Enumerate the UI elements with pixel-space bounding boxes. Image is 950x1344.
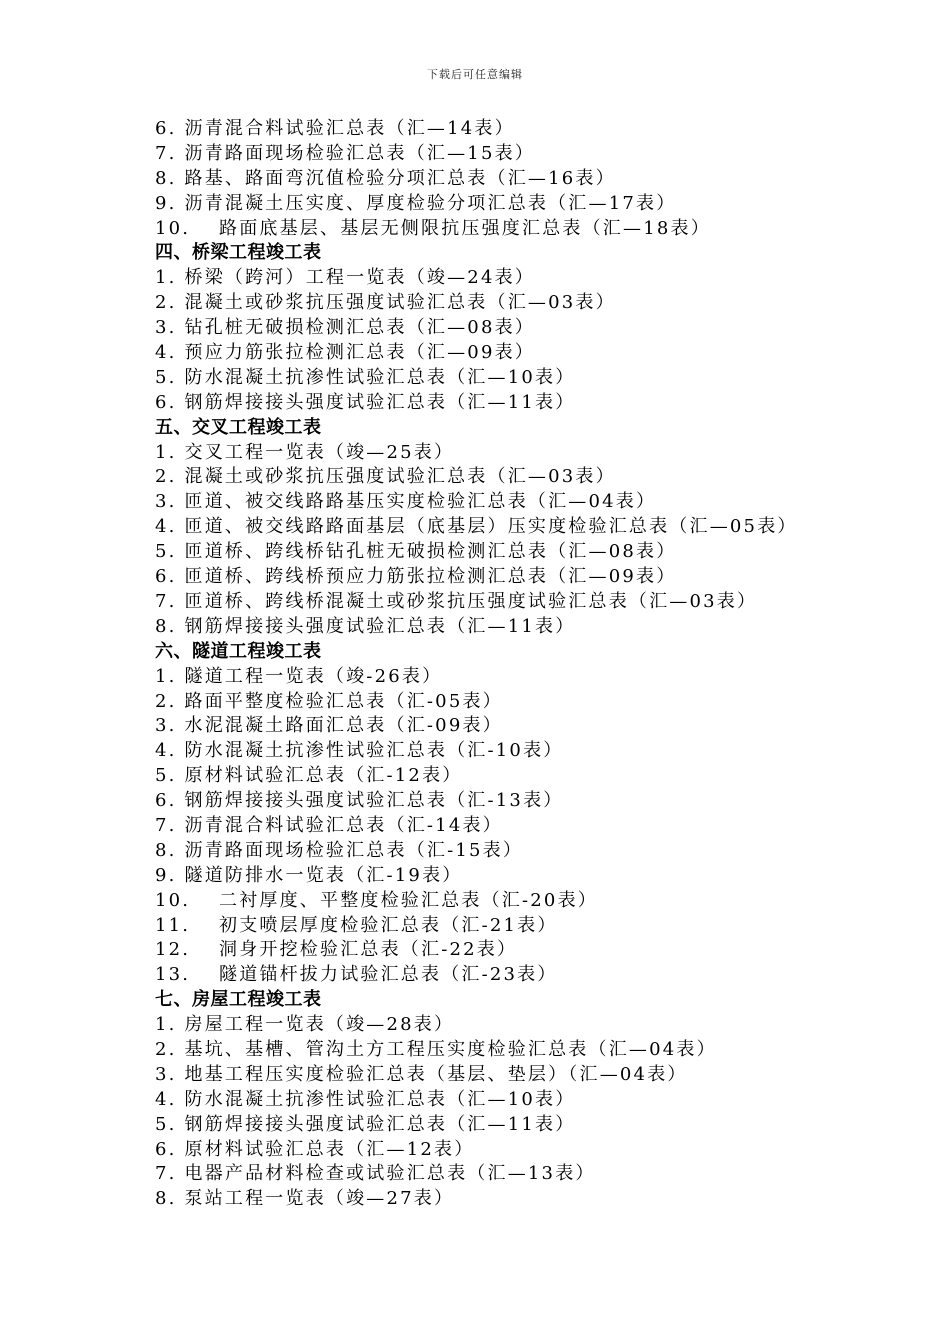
list-item: 10. 路面底基层、基层无侧限抗压强度汇总表（汇—18表） bbox=[155, 217, 711, 239]
list-item: 8. 钢筋焊接接头强度试验汇总表（汇—11表） bbox=[155, 615, 576, 637]
list-item: 2. 路面平整度检验汇总表（汇-05表） bbox=[155, 690, 503, 712]
document-body bbox=[155, 117, 845, 1212]
list-item: 3. 水泥混凝土路面汇总表（汇-09表） bbox=[155, 715, 503, 737]
list-item: 3. 匝道、被交线路路基压实度检验汇总表（汇—04表） bbox=[155, 491, 657, 513]
list-item: 5. 防水混凝土抗渗性试验汇总表（汇—10表） bbox=[155, 366, 576, 388]
list-item: 9. 沥青混凝土压实度、厚度检验分项汇总表（汇—17表） bbox=[155, 192, 677, 214]
section-heading-interchange: 五、交叉工程竣工表 bbox=[155, 416, 322, 438]
list-item: 11. 初支喷层厚度检验汇总表（汇-21表） bbox=[155, 914, 558, 936]
list-item: 4. 防水混凝土抗渗性试验汇总表（汇-10表） bbox=[155, 740, 564, 762]
list-item: 10. 二衬厚度、平整度检验汇总表（汇-20表） bbox=[155, 889, 598, 911]
list-item: 2. 混凝土或砂浆抗压强度试验汇总表（汇—03表） bbox=[155, 466, 616, 488]
list-item: 6. 沥青混合料试验汇总表（汇—14表） bbox=[155, 118, 515, 139]
list-item: 8. 泵站工程一览表（竣—27表） bbox=[155, 1188, 455, 1210]
list-item: 6. 匝道桥、跨线桥预应力筋张拉检测汇总表（汇—09表） bbox=[155, 566, 677, 588]
list-item: 1. 隧道工程一览表（竣-26表） bbox=[155, 665, 443, 687]
list-item: 7. 沥青路面现场检验汇总表（汇—15表） bbox=[155, 142, 536, 164]
list-item: 2. 混凝土或砂浆抗压强度试验汇总表（汇—03表） bbox=[155, 292, 616, 314]
list-item: 4. 匝道、被交线路路面基层（底基层）压实度检验汇总表（汇—05表） bbox=[155, 516, 798, 538]
section-heading-building: 七、房屋工程竣工表 bbox=[155, 989, 322, 1011]
list-item: 13. 隧道锚杆拔力试验汇总表（汇-23表） bbox=[155, 964, 558, 986]
list-item: 7. 沥青混合料试验汇总表（汇-14表） bbox=[155, 814, 503, 836]
list-item: 9. 隧道防排水一览表（汇-19表） bbox=[155, 864, 463, 886]
list-item: 2. 基坑、基槽、管沟土方工程压实度检验汇总表（汇—04表） bbox=[155, 1038, 717, 1060]
list-item: 7. 电器产品材料检查或试验汇总表（汇—13表） bbox=[155, 1163, 596, 1185]
section-heading-bridge: 四、桥梁工程竣工表 bbox=[155, 242, 322, 264]
list-item: 6. 钢筋焊接接头强度试验汇总表（汇-13表） bbox=[155, 790, 564, 812]
list-item: 5. 原材料试验汇总表（汇-12表） bbox=[155, 765, 463, 787]
list-item: 3. 地基工程压实度检验汇总表（基层、垫层）（汇—04表） bbox=[155, 1063, 688, 1085]
list-item: 1. 交叉工程一览表（竣—25表） bbox=[155, 441, 455, 463]
section-heading-tunnel: 六、隧道工程竣工表 bbox=[155, 640, 322, 662]
list-item: 6. 钢筋焊接接头强度试验汇总表（汇—11表） bbox=[155, 391, 576, 413]
list-item: 5. 匝道桥、跨线桥钻孔桩无破损检测汇总表（汇—08表） bbox=[155, 541, 677, 563]
list-item: 7. 匝道桥、跨线桥混凝土或砂浆抗压强度试验汇总表（汇—03表） bbox=[155, 590, 758, 612]
list-item: 4. 防水混凝土抗渗性试验汇总表（汇—10表） bbox=[155, 1088, 576, 1110]
list-item: 5. 钢筋焊接接头强度试验汇总表（汇—11表） bbox=[155, 1113, 576, 1135]
list-item: 8. 路基、路面弯沉值检验分项汇总表（汇—16表） bbox=[155, 167, 616, 189]
list-item: 1. 桥梁（跨河）工程一览表（竣—24表） bbox=[155, 267, 536, 289]
page-header: 下载后可任意编辑 bbox=[427, 68, 523, 81]
list-item: 1. 房屋工程一览表（竣—28表） bbox=[155, 1014, 455, 1036]
list-item: 6. 原材料试验汇总表（汇—12表） bbox=[155, 1138, 475, 1160]
list-item: 12. 洞身开挖检验汇总表（汇-22表） bbox=[155, 939, 518, 961]
list-item: 4. 预应力筋张拉检测汇总表（汇—09表） bbox=[155, 342, 536, 364]
list-item: 3. 钻孔桩无破损检测汇总表（汇—08表） bbox=[155, 317, 536, 339]
list-item: 8. 沥青路面现场检验汇总表（汇-15表） bbox=[155, 839, 524, 861]
